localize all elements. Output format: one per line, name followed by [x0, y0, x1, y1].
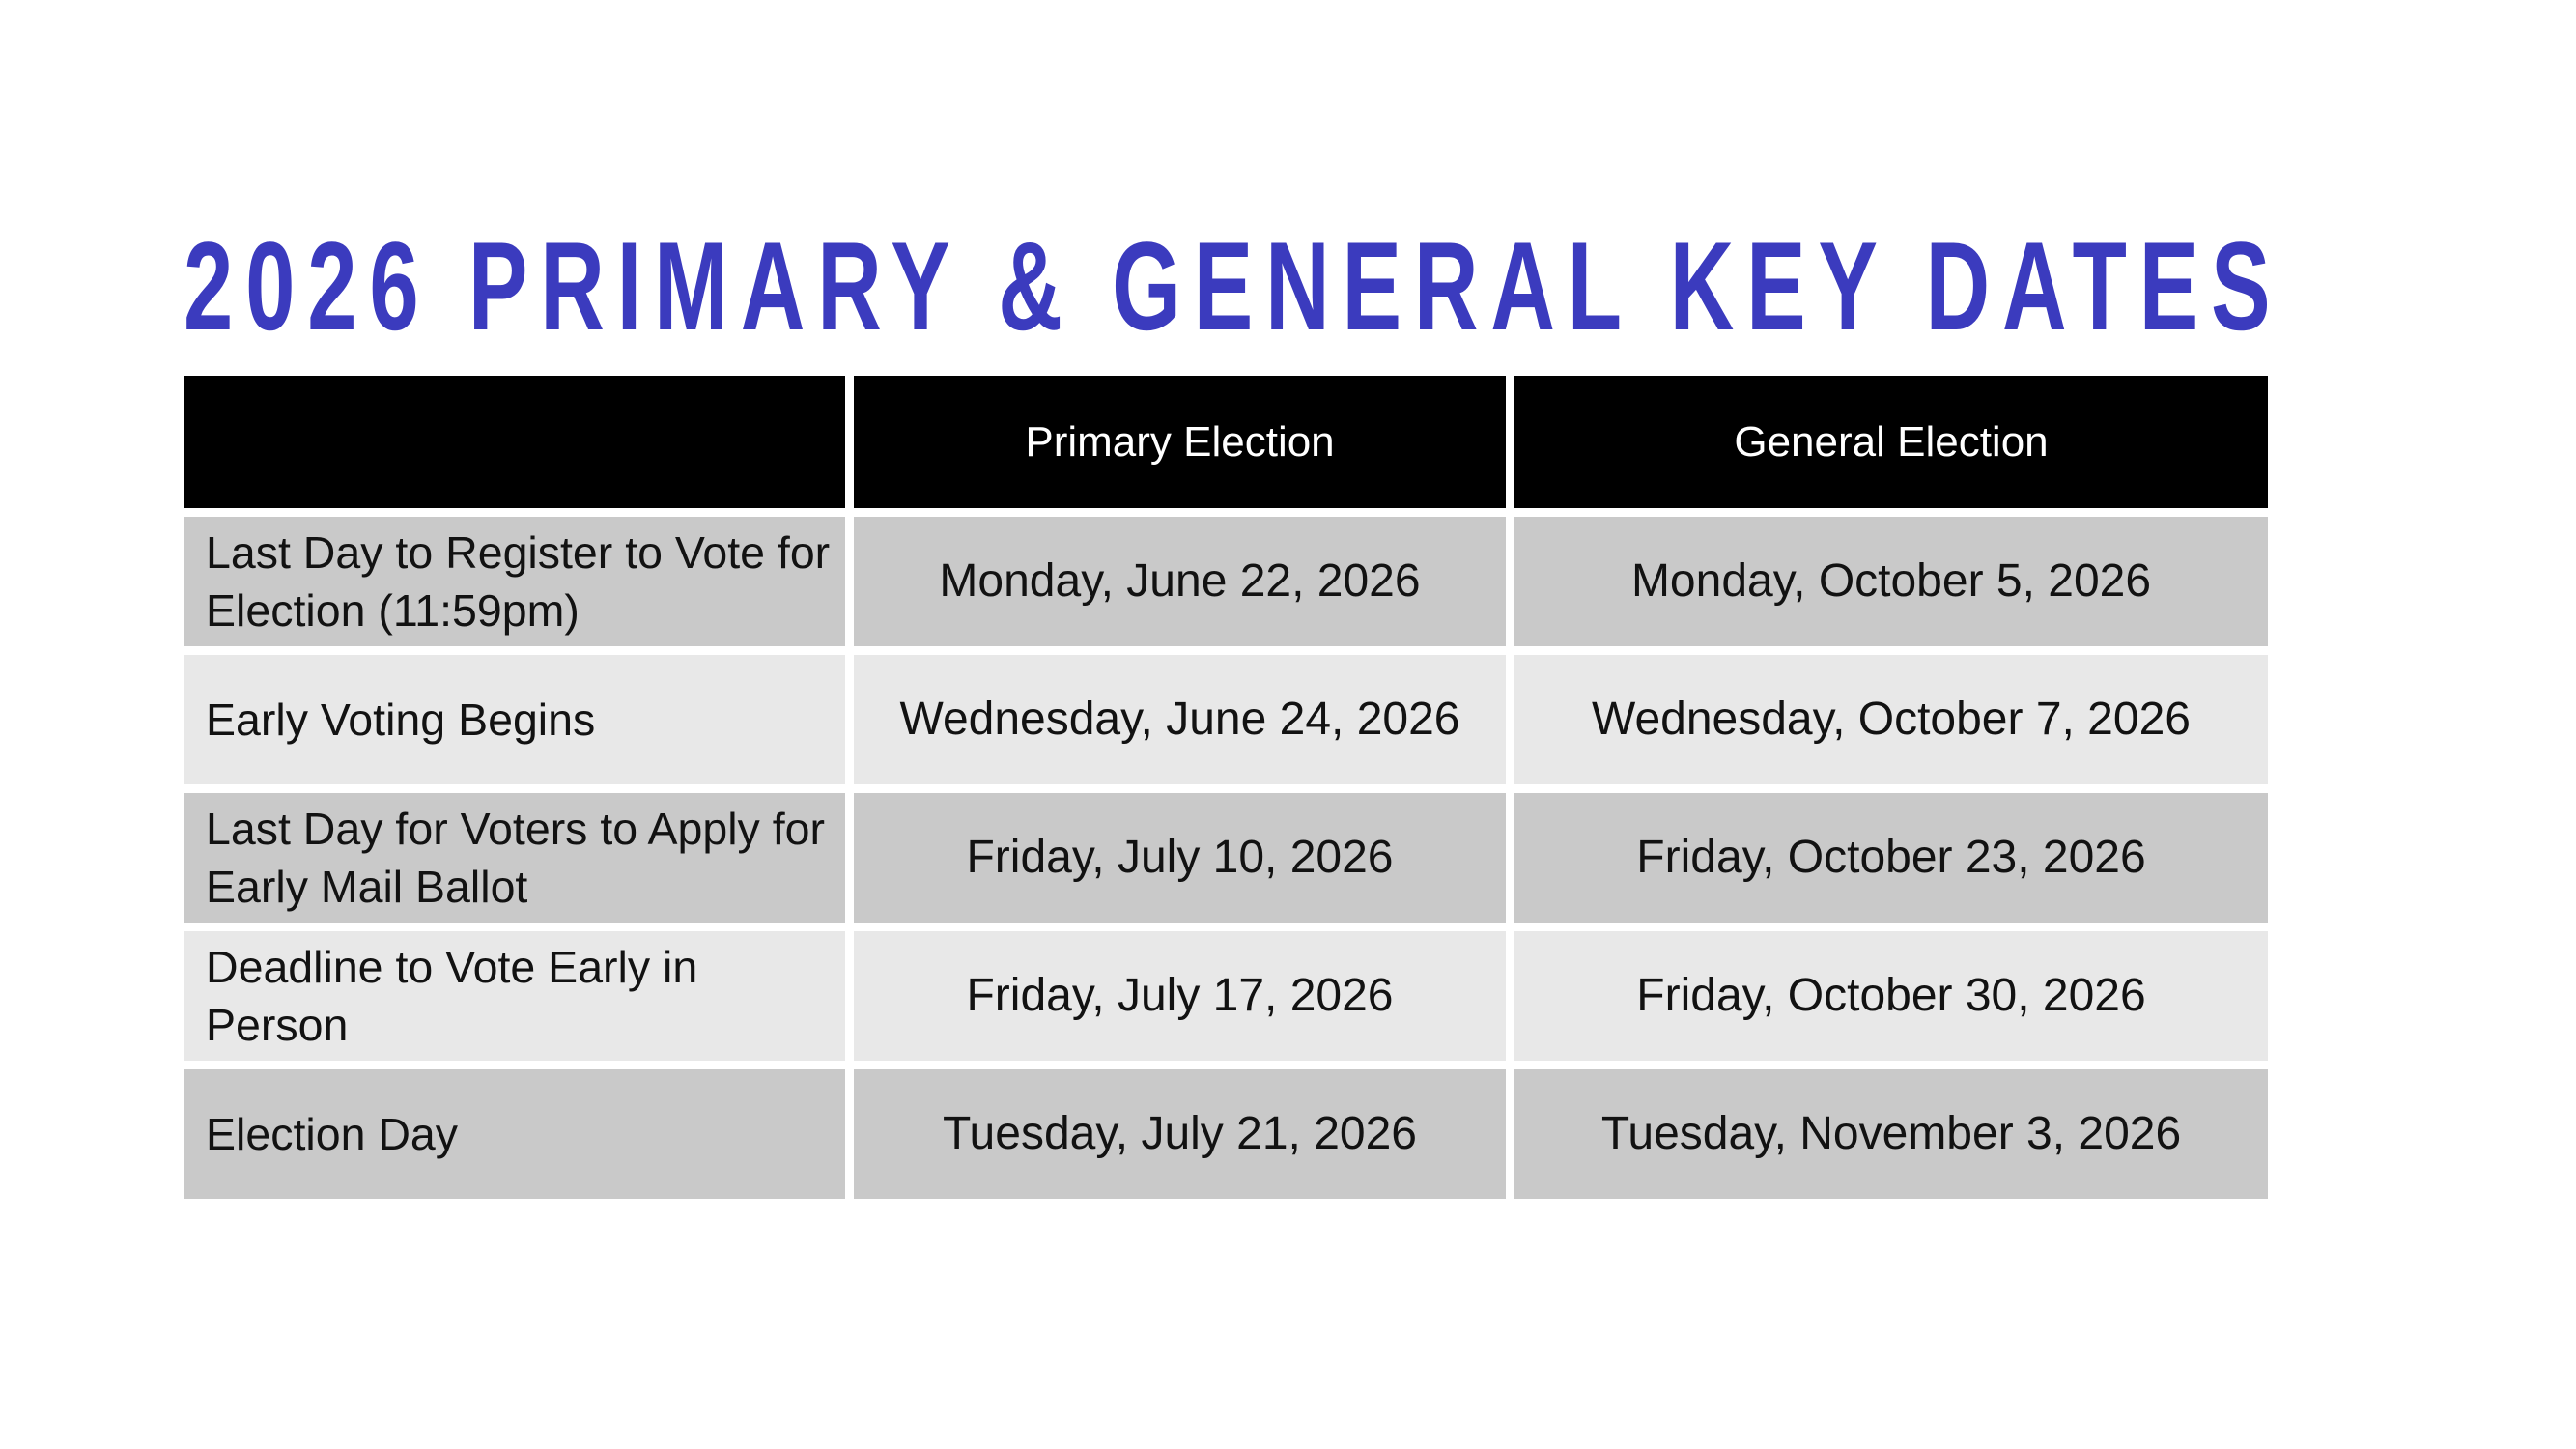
header-cell-blank: [184, 376, 845, 508]
row-mail-ballot-apply-primary-date: Friday, July 10, 2026: [854, 793, 1506, 923]
key-dates-table: [184, 376, 2268, 1199]
row-label-election-day: Election Day: [184, 1069, 845, 1199]
row-mail-ballot-apply-general-date: Friday, October 23, 2026: [1514, 793, 2268, 923]
page-title: 2026 PRIMARY & GENERAL KEY DATES: [184, 215, 2283, 357]
row-early-voting-begins-general-date: Wednesday, October 7, 2026: [1514, 655, 2268, 784]
row-register-deadline-general-date: Monday, October 5, 2026: [1514, 517, 2268, 646]
row-label-register-deadline: Last Day to Register to Vote for Election (11:59pm): [184, 517, 845, 646]
row-label-vote-early-deadline: Deadline to Vote Early in Person: [184, 931, 845, 1061]
row-vote-early-general-date: Friday, October 30, 2026: [1514, 931, 2268, 1061]
row-register-deadline-primary-date: Monday, June 22, 2026: [854, 517, 1506, 646]
row-vote-early-primary-date: Friday, July 17, 2026: [854, 931, 1506, 1061]
header-cell-primary-election: Primary Election: [854, 376, 1506, 508]
row-early-voting-begins-primary-date: Wednesday, June 24, 2026: [854, 655, 1506, 784]
header-cell-general-election: General Election: [1514, 376, 2268, 508]
row-label-mail-ballot-apply-deadline: Last Day for Voters to Apply for Early Mail Ballot: [184, 793, 845, 923]
row-election-day-primary-date: Tuesday, July 21, 2026: [854, 1069, 1506, 1199]
row-label-early-voting-begins: Early Voting Begins: [184, 655, 845, 784]
row-election-day-general-date: Tuesday, November 3, 2026: [1514, 1069, 2268, 1199]
